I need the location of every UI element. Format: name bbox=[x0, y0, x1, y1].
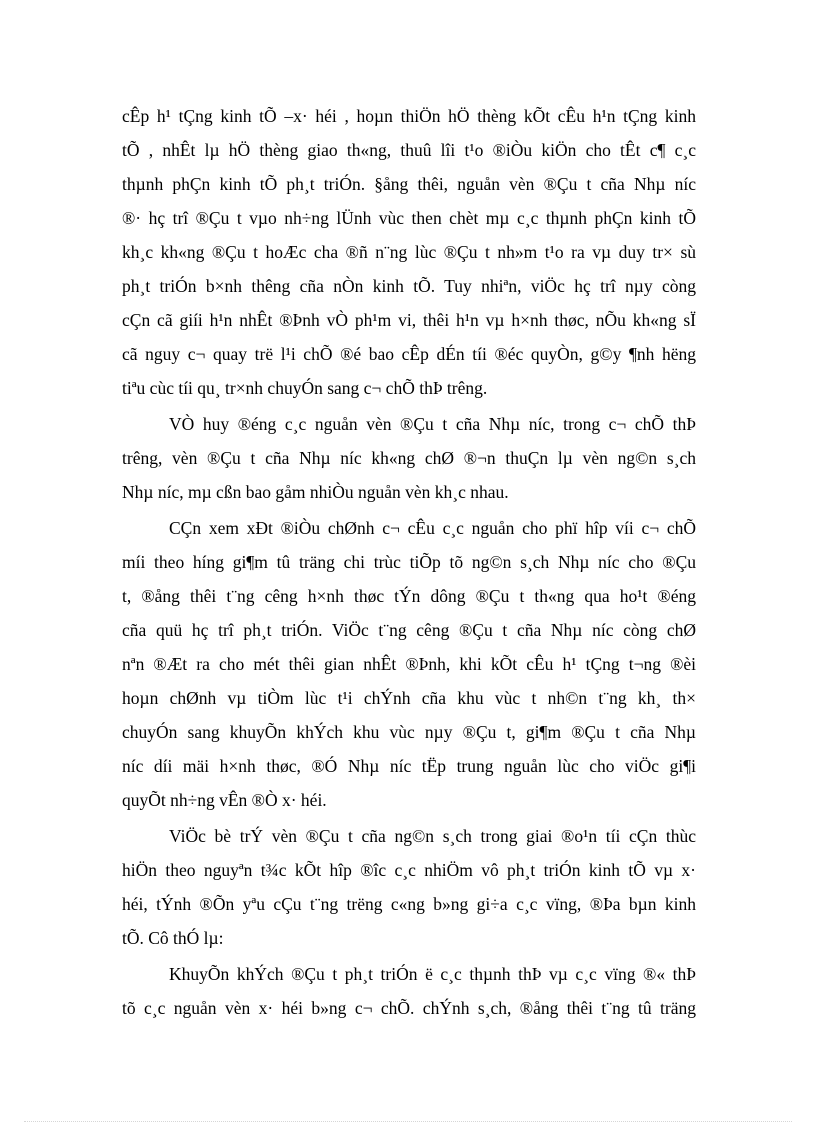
text-line: cã nguy c¬ quay trë l¹i chÕ ®é bao cÊp dÉn tíi ®éc quyÒn, g©y ¶nh hëng bbox=[122, 344, 696, 364]
text-line: tÕ. Cô thÓ lµ: bbox=[122, 928, 224, 948]
text-line: t, ®ång thêi t¨ng cêng h×nh thøc tÝn dông ®Çu t th«ng qua ho¹t ®éng bbox=[122, 586, 696, 606]
text-line: kh¸c kh«ng ®Çu t hoÆc cha ®ñ n¨ng lùc ®Çu t nh»m t¹o ra vµ duy tr× sù bbox=[122, 242, 696, 262]
text-line: cÇn cã giíi h¹n nhÊt ®Þnh vÒ ph¹m vi, thêi h¹n vµ h×nh thøc, nÕu kh«ng sÏ bbox=[122, 310, 696, 330]
text-line: míi theo híng gi¶m tû träng chi trùc tiÕp tõ ng©n s¸ch Nhµ níc cho ®Çu bbox=[122, 552, 696, 572]
text-line: trêng, vèn ®Çu t cña Nhµ níc kh«ng chØ ®¬n thuÇn lµ vèn ng©n s¸ch bbox=[122, 448, 696, 468]
text-line: ®· hç trî ®Çu t vµo nh÷ng lÜnh vùc then chèt mµ c¸c thµnh phÇn kinh tÕ bbox=[122, 208, 696, 228]
text-line: Nhµ níc, mµ cßn bao gåm nhiÒu nguån vèn kh¸c nhau. bbox=[122, 482, 509, 502]
text-line: tÕ , nhÊt lµ hÖ thèng giao th«ng, thuû lîi t¹o ®iÒu kiÖn cho tÊt c¶ c¸c bbox=[122, 140, 696, 160]
text-line: nªn ®Æt ra cho mét thêi gian nhÊt ®Þnh, khi kÕt cÊu h¹ tÇng t¬ng ®èi bbox=[122, 654, 696, 674]
text-line: hiÖn theo nguyªn t¾c kÕt hîp ®îc c¸c nhiÖm vô ph¸t triÓn kinh tÕ vµ x· bbox=[122, 860, 696, 880]
text-line: héi, tÝnh ®Õn yªu cÇu t¨ng trëng c«ng b»ng gi÷a c¸c vïng, ®Þa bµn kinh bbox=[122, 894, 696, 914]
paragraph-first-line: KhuyÕn khÝch ®Çu t ph¸t triÓn ë c¸c thµnh thÞ vµ c¸c vïng ®« thÞ bbox=[169, 964, 696, 984]
page-bottom-divider bbox=[24, 1121, 792, 1122]
text-line: cña quü hç trî ph¸t triÓn. ViÖc t¨ng cêng ®Çu t cña Nhµ níc còng chØ bbox=[122, 620, 696, 640]
paragraph-first-line: VÒ huy ®éng c¸c nguån vèn ®Çu t cña Nhµ níc, trong c¬ chÕ thÞ bbox=[169, 414, 696, 434]
text-line: chuyÓn sang khuyÕn khÝch khu vùc nµy ®Çu t, gi¶m ®Çu t cña Nhµ bbox=[122, 722, 696, 742]
text-line: tõ c¸c nguån vèn x· héi b»ng c¬ chÕ. chÝnh s¸ch, ®ång thêi t¨ng tû träng bbox=[122, 998, 696, 1018]
text-line: cÊp h¹ tÇng kinh tÕ –x· héi , hoµn thiÖn hÖ thèng kÕt cÊu h¹n tÇng kinh bbox=[122, 106, 696, 126]
text-line: ph¸t triÓn b×nh thêng cña nÒn kinh tÕ. Tuy nhiªn, viÖc hç trî nµy còng bbox=[122, 276, 696, 296]
text-line: thµnh phÇn kinh tÕ ph¸t triÓn. §ång thêi, nguån vèn ®Çu t cña Nhµ níc bbox=[122, 174, 696, 194]
paragraph-first-line: CÇn xem xÐt ®iÒu chØnh c¬ cÊu c¸c nguån cho phï hîp víi c¬ chÕ bbox=[169, 518, 696, 538]
text-line: hoµn chØnh vµ tiÒm lùc t¹i chÝnh cña khu vùc t nh©n t¨ng kh¸ th× bbox=[122, 688, 696, 708]
text-line: quyÕt nh÷ng vÊn ®Ò x· héi. bbox=[122, 790, 327, 810]
paragraph-first-line: ViÖc bè trÝ vèn ®Çu t cña ng©n s¸ch trong giai ®o¹n tíi cÇn thùc bbox=[169, 826, 696, 846]
text-line: níc díi mäi h×nh thøc, ®Ó Nhµ níc tËp trung nguån lùc cho viÖc gi¶i bbox=[122, 756, 696, 776]
text-line: tiªu cùc tíi qu¸ tr×nh chuyÓn sang c¬ chÕ thÞ trêng. bbox=[122, 378, 488, 398]
